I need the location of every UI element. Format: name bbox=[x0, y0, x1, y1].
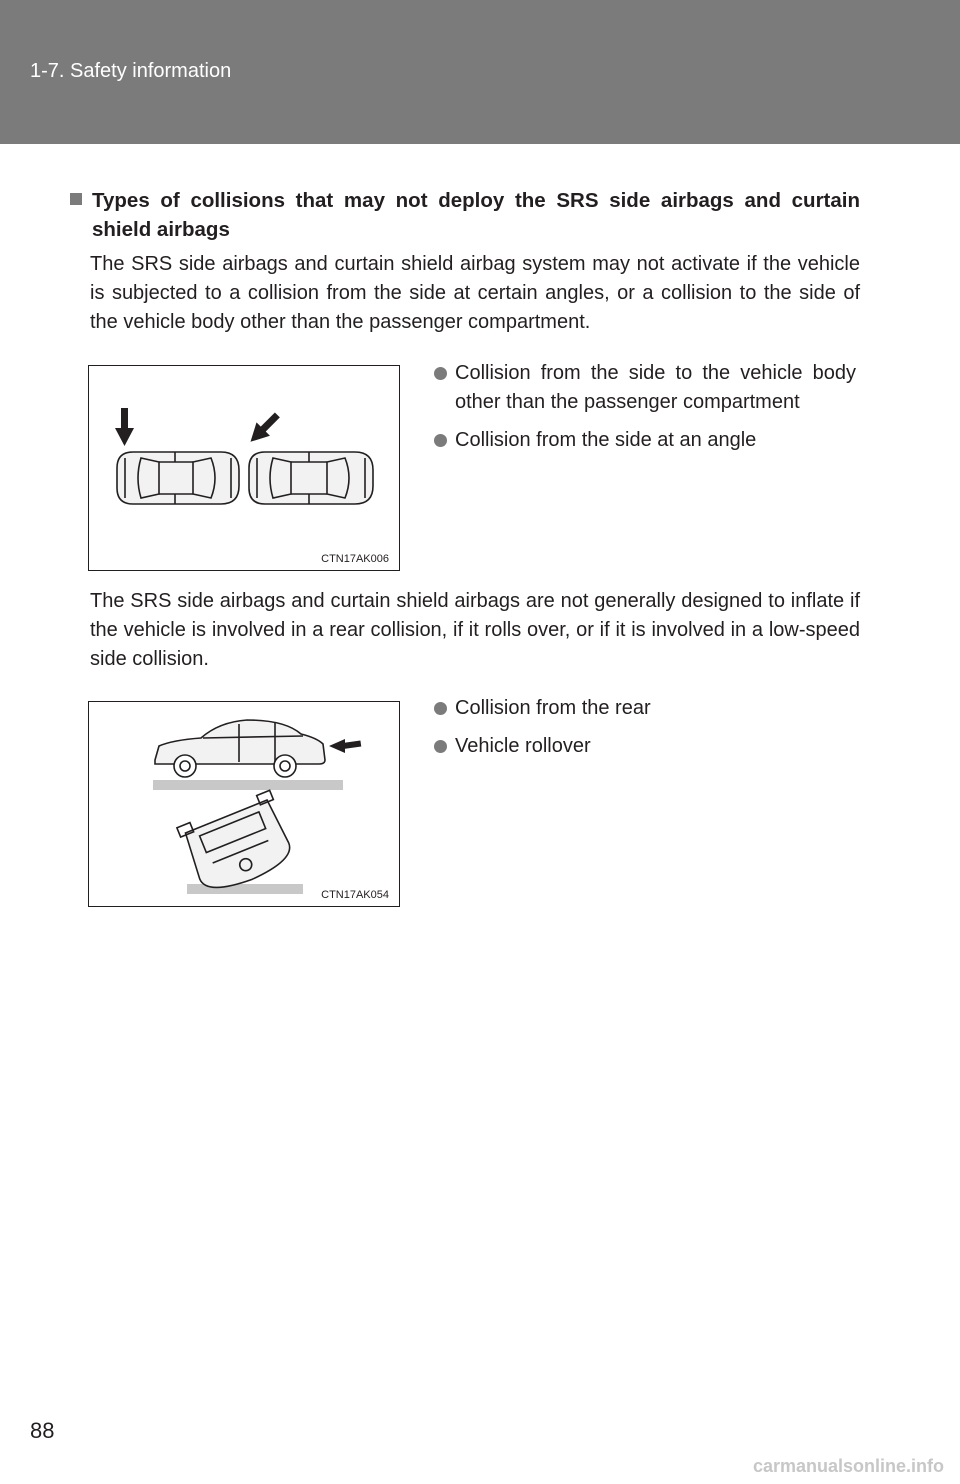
car-side-view-icon bbox=[155, 720, 325, 777]
car-rollover-icon bbox=[177, 790, 298, 898]
figure-code: CTN17AK054 bbox=[321, 889, 389, 901]
section-title: 1-7. Safety information bbox=[30, 60, 232, 82]
section-heading bbox=[68, 186, 868, 244]
arrow-left-icon bbox=[329, 739, 361, 753]
square-bullet-icon bbox=[70, 193, 82, 205]
rear-rollover-illustration bbox=[89, 702, 399, 906]
bullet-icon bbox=[434, 740, 447, 753]
page-header bbox=[0, 0, 960, 144]
figure-side-collision bbox=[88, 365, 400, 571]
figure-code: CTN17AK006 bbox=[321, 553, 389, 565]
ground-icon bbox=[153, 780, 343, 790]
list-item: Vehicle rollover bbox=[432, 732, 856, 761]
bullet-list-1 bbox=[432, 359, 856, 464]
bullet-list-2 bbox=[432, 694, 856, 770]
page-number: 88 bbox=[30, 1418, 55, 1443]
bullet-icon bbox=[434, 367, 447, 380]
list-item: Collision from the side to the vehicle body other than the passenger compartment bbox=[432, 359, 856, 417]
heading-text: Types of collisions that may not deploy the SRS side airbags and curtain shield airbags bbox=[92, 189, 860, 241]
bullet-icon bbox=[434, 434, 447, 447]
list-item: Collision from the rear bbox=[432, 694, 856, 723]
paragraph-no-inflate: The SRS side airbags and curtain shield airbags are not generally designed to inflate if the vehicle is involved in a rear collision, if it rolls over, or if it is involved in a low-speed side collision. bbox=[90, 590, 860, 670]
car-top-view-icon bbox=[249, 452, 373, 504]
bullet-icon bbox=[434, 702, 447, 715]
paragraph-side-activation: The SRS side airbags and curtain shield airbag system may not activate if the vehicle is subjected to a collision from the side at certain angles, or a collision to the side of the vehicle body other than the passenger compartment. bbox=[90, 253, 860, 333]
figure-rear-rollover bbox=[88, 701, 400, 907]
side-collision-illustration bbox=[89, 366, 399, 570]
arrow-diagonal-icon bbox=[244, 408, 284, 448]
list-item: Collision from the side at an angle bbox=[432, 426, 856, 455]
watermark[interactable]: carmanualsonline.info bbox=[752, 1456, 944, 1476]
arrow-down-icon bbox=[115, 408, 134, 446]
car-top-view-icon bbox=[117, 452, 239, 504]
